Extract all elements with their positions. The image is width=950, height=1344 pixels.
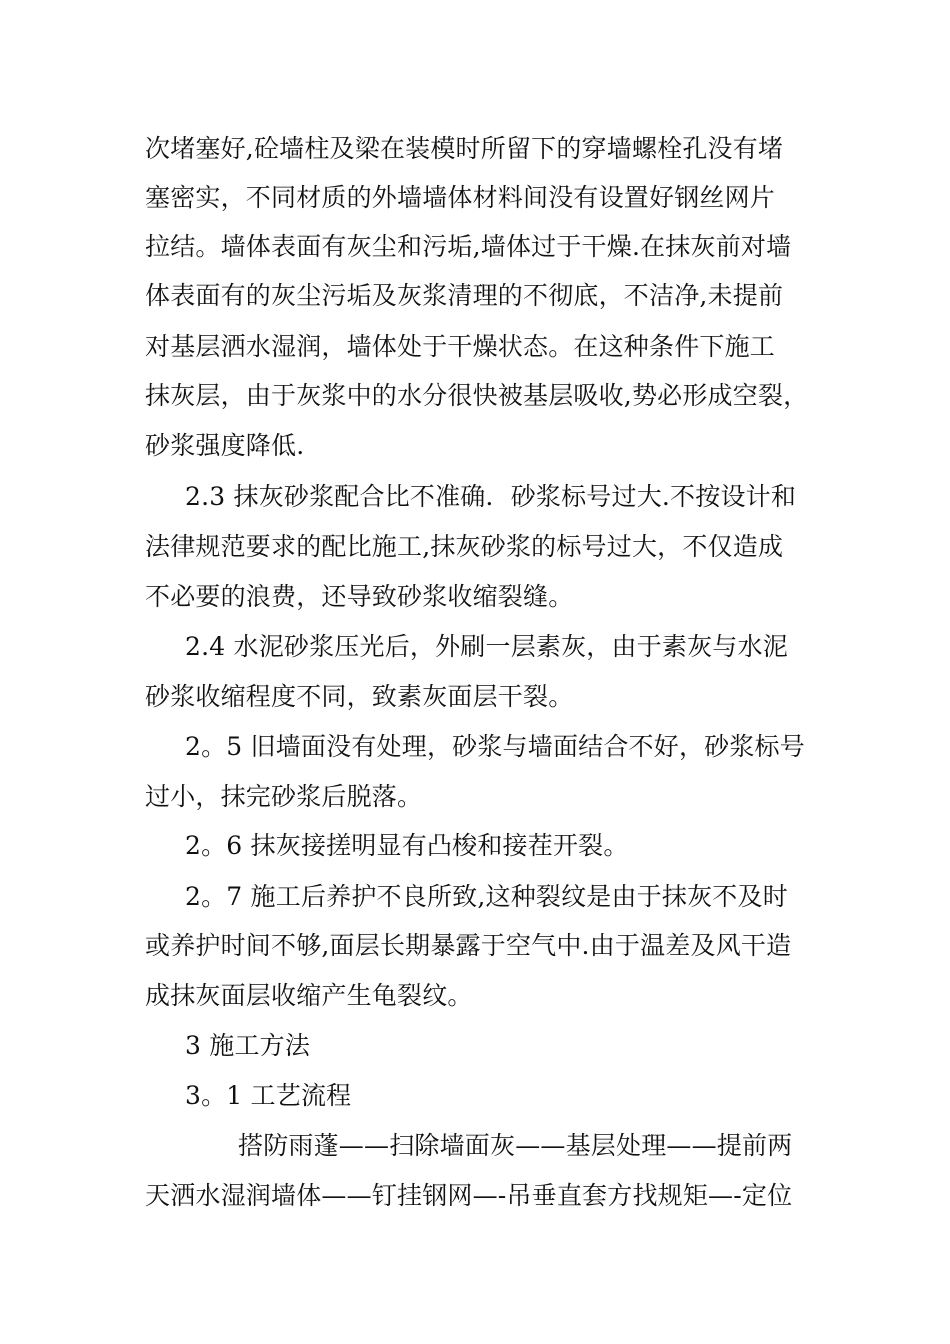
paragraph-line: 砂浆强度降低. — [145, 431, 305, 460]
section-2-5-line: 2。5 旧墙面没有处理，砂浆与墙面结合不好，砂浆标号 — [185, 732, 805, 761]
paragraph-line: 成抹灰面层收缩产生龟裂纹。 — [145, 981, 473, 1010]
paragraph-line: 次堵塞好,砼墙柱及梁在装模时所留下的穿墙螺栓孔没有堵 — [145, 134, 784, 163]
section-3-heading: 3 施工方法 — [185, 1031, 311, 1060]
paragraph-line: 对基层洒水湿润，墙体处于干燥状态。在这种条件下施工 — [145, 332, 776, 361]
section-2-7-line: 2。7 施工后养护不良所致,这种裂纹是由于抹灰不及时 — [185, 882, 788, 911]
section-2-4-line: 2.4 水泥砂浆压光后，外刷一层素灰，由于素灰与水泥 — [185, 632, 788, 661]
section-2-6-line: 2。6 抹灰接搓明显有凸梭和接茬开裂。 — [185, 831, 629, 860]
paragraph-line: 或养护时间不够,面层长期暴露于空气中.由于温差及风干造 — [145, 931, 792, 960]
paragraph-line: 过小，抹完砂浆后脱落。 — [145, 782, 423, 811]
section-3-1-heading: 3。1 工艺流程 — [185, 1081, 352, 1110]
process-flow-line: 搭防雨蓬——扫除墙面灰——基层处理——提前两 — [238, 1131, 793, 1160]
paragraph-line: 体表面有的灰尘污垢及灰浆清理的不彻底，不洁净,未提前 — [145, 281, 784, 310]
paragraph-line: 塞密实，不同材质的外墙墙体材料间没有设置好钢丝网片 — [145, 183, 776, 212]
process-flow-line: 天洒水湿润墙体——钉挂钢网—-吊垂直套方找规矩—-定位 — [145, 1181, 793, 1210]
paragraph-line: 拉结。墙体表面有灰尘和污垢,墙体过于干燥.在抹灰前对墙 — [145, 232, 792, 261]
paragraph-line: 砂浆收缩程度不同，致素灰面层干裂。 — [145, 682, 574, 711]
paragraph-line: 抹灰层，由于灰浆中的水分很快被基层吸收,势必形成空裂， — [145, 381, 809, 410]
paragraph-line: 不必要的浪费，还导致砂浆收缩裂缝。 — [145, 582, 574, 611]
paragraph-line: 法律规范要求的配比施工,抹灰砂浆的标号过大，不仅造成 — [145, 532, 784, 561]
section-2-3-line: 2.3 抹灰砂浆配合比不准确．砂浆标号过大.不按设计和 — [185, 482, 797, 511]
